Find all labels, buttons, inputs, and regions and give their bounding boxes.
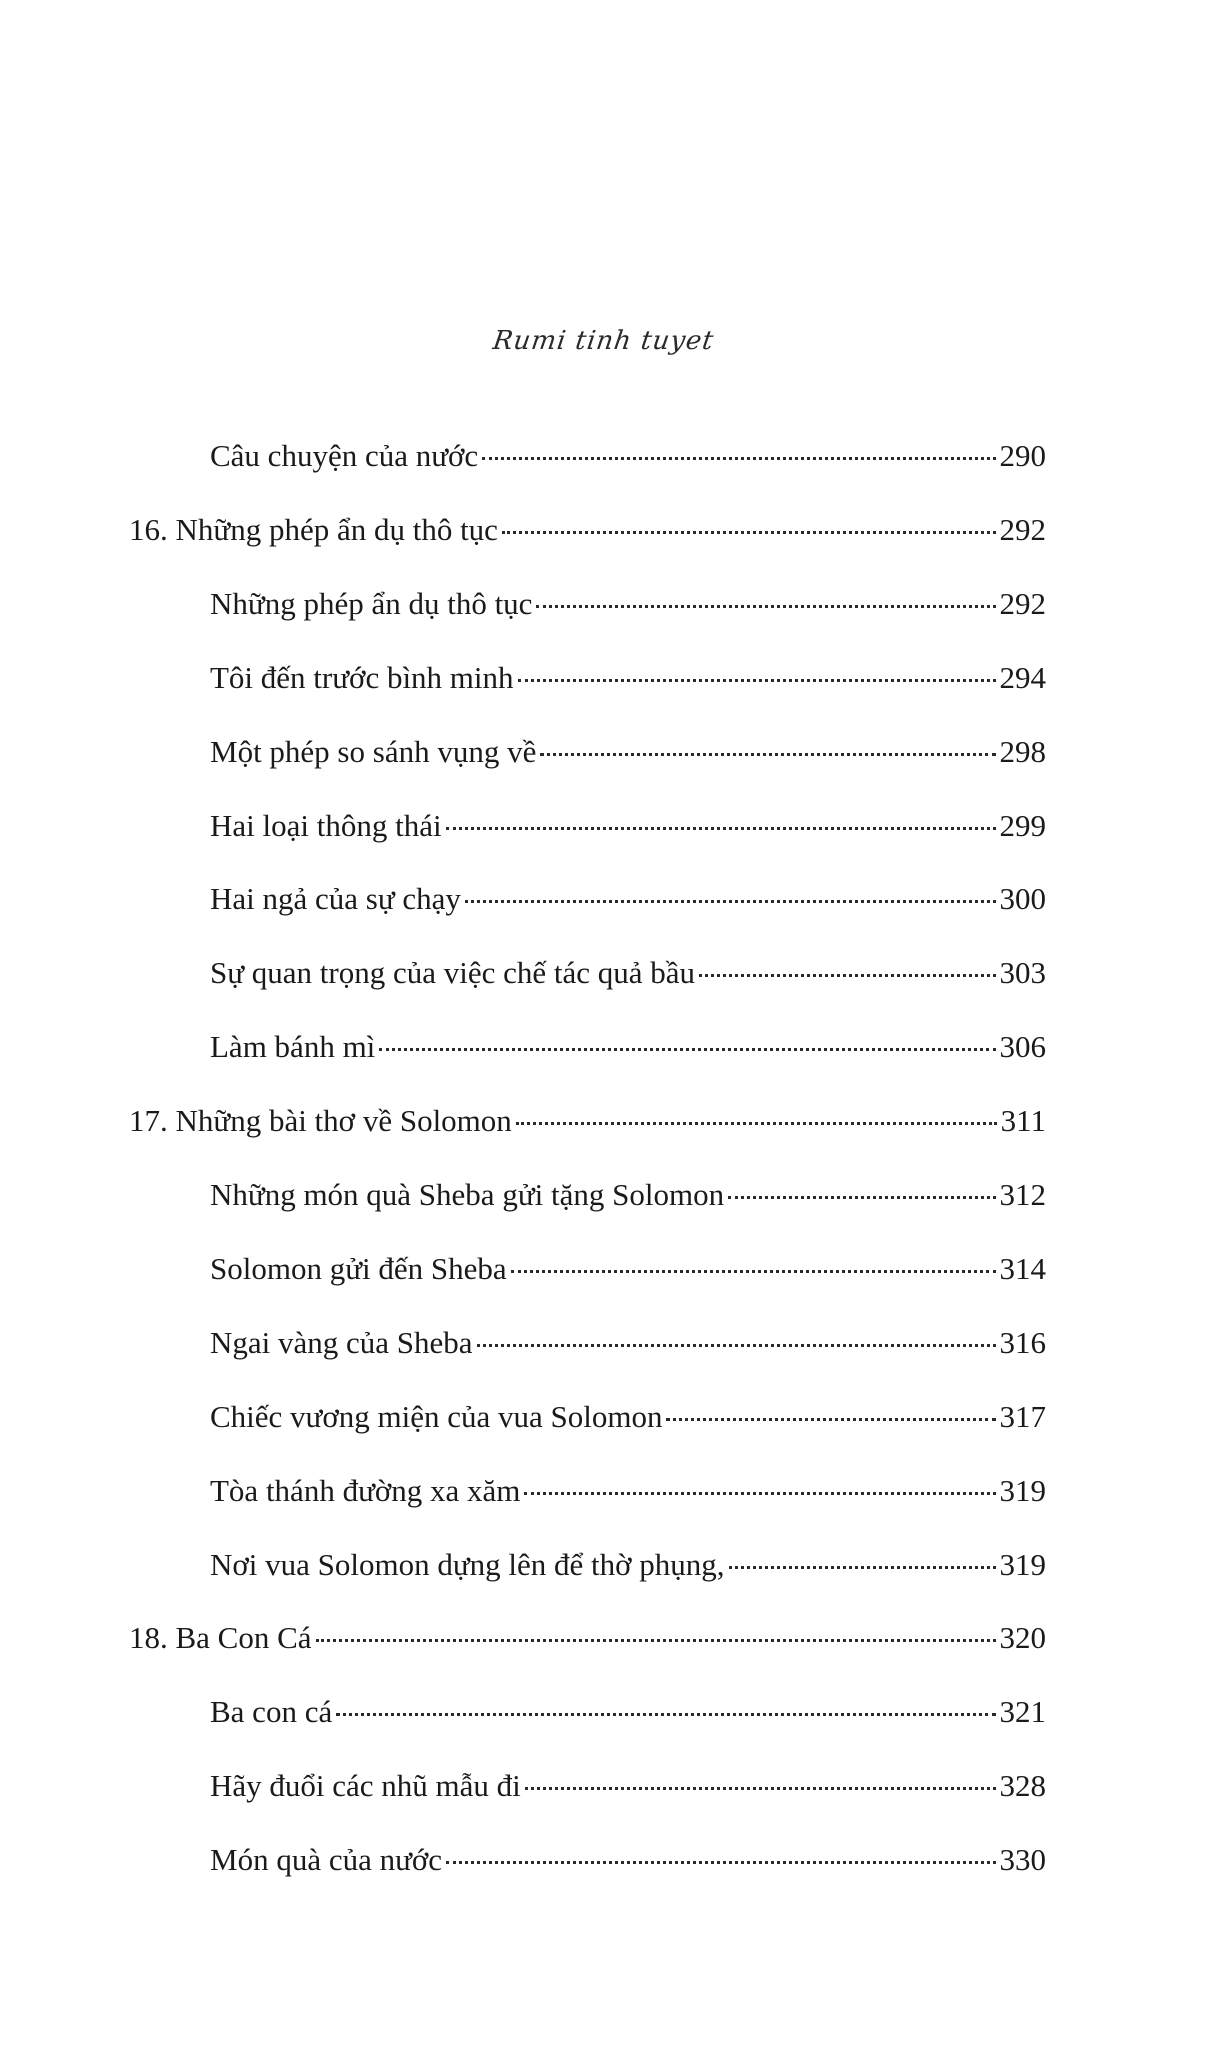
toc-entry-title: Tòa thánh đường xa xăm: [210, 1473, 521, 1508]
toc-page-number: 330: [999, 1842, 1046, 1877]
toc-dot-leader: [518, 679, 996, 682]
toc-entry-title: Làm bánh mì: [210, 1029, 376, 1064]
toc-section-entry: [210, 951, 1046, 995]
toc-page-number: 316: [999, 1325, 1046, 1360]
toc-page-number: 294: [999, 660, 1046, 695]
toc-chapter-entry: [129, 1099, 1046, 1143]
toc-entry-title: Sự quan trọng của việc chế tác quả bầu: [210, 955, 696, 990]
toc-section-entry: [210, 582, 1046, 626]
toc-entry-title: Hãy đuổi các nhũ mẫu đi: [210, 1768, 521, 1803]
toc-entry-title: Ngai vàng của Sheba: [210, 1325, 473, 1360]
toc-page-number: 292: [999, 586, 1046, 621]
toc-section-entry: [210, 1395, 1046, 1439]
toc-entry-title: Một phép so sánh vụng về: [210, 734, 537, 769]
toc-entry-title: Món quà của nước: [210, 1842, 443, 1877]
toc-page-number: 298: [999, 734, 1046, 769]
toc-entry-title: Những món quà Sheba gửi tặng Solomon: [210, 1177, 725, 1212]
toc-dot-leader: [477, 1344, 996, 1347]
toc-dot-leader: [536, 605, 995, 608]
toc-page-number: 314: [999, 1251, 1046, 1286]
toc-entry-title: Nơi vua Solomon dựng lên để thờ phụng,: [210, 1547, 725, 1582]
toc-page-number: 317: [999, 1399, 1046, 1434]
toc-section-entry: [210, 656, 1046, 700]
toc-dot-leader: [482, 457, 995, 460]
toc-dot-leader: [540, 753, 995, 756]
toc-dot-leader: [316, 1639, 996, 1642]
toc-section-entry: [210, 1469, 1046, 1513]
toc-page-number: 303: [999, 955, 1046, 990]
toc-entry-title: Hai loại thông thái: [210, 808, 442, 843]
toc-entry-title: Ba con cá: [210, 1694, 333, 1729]
toc-section-entry: [210, 730, 1046, 774]
toc-entry-title: Hai ngả của sự chạy: [210, 881, 461, 916]
toc-chapter-entry: [129, 1616, 1046, 1660]
toc-section-entry: [210, 1543, 1046, 1587]
toc-section-entry: [210, 1173, 1046, 1217]
toc-dot-leader: [336, 1713, 995, 1716]
toc-entry-title: 16. Những phép ẩn dụ thô tục: [129, 512, 498, 547]
toc-dot-leader: [516, 1122, 997, 1125]
toc-section-entry: [210, 434, 1046, 478]
toc-chapter-entry: [129, 508, 1046, 552]
toc-page-number: 321: [999, 1694, 1046, 1729]
toc-page-number: 300: [999, 881, 1046, 916]
toc-dot-leader: [465, 900, 996, 903]
toc-dot-leader: [525, 1787, 996, 1790]
toc-section-entry: [210, 1838, 1046, 1882]
toc-page-number: 319: [999, 1547, 1046, 1582]
toc-page-number: 311: [1000, 1103, 1046, 1138]
toc-dot-leader: [666, 1418, 995, 1421]
toc-page-number: 299: [999, 808, 1046, 843]
toc-page-number: 328: [999, 1768, 1046, 1803]
toc-dot-leader: [511, 1270, 996, 1273]
toc-dot-leader: [502, 531, 996, 534]
toc-entry-title: Những phép ẩn dụ thô tục: [210, 586, 533, 621]
toc-dot-leader: [446, 1861, 995, 1864]
toc-entry-title: 18. Ba Con Cá: [129, 1620, 312, 1655]
running-header: Rumi tinh tuyet: [490, 326, 716, 356]
toc-section-entry: [210, 1764, 1046, 1808]
toc-section-entry: [210, 804, 1046, 848]
toc-dot-leader: [699, 974, 995, 977]
toc-entry-title: Câu chuyện của nước: [210, 438, 479, 473]
toc-section-entry: [210, 1247, 1046, 1291]
toc-section-entry: [210, 1025, 1046, 1069]
toc-entry-title: Solomon gửi đến Sheba: [210, 1251, 507, 1286]
toc-dot-leader: [524, 1492, 995, 1495]
toc-section-entry: [210, 877, 1046, 921]
toc-section-entry: [210, 1690, 1046, 1734]
toc-dot-leader: [446, 827, 996, 830]
toc-page-number: 306: [999, 1029, 1046, 1064]
toc-entry-title: 17. Những bài thơ về Solomon: [129, 1103, 512, 1138]
toc-page-number: 319: [999, 1473, 1046, 1508]
toc-dot-leader: [379, 1048, 995, 1051]
toc-dot-leader: [729, 1566, 996, 1569]
toc-dot-leader: [728, 1196, 995, 1199]
toc-page-number: 290: [999, 438, 1046, 473]
toc-page-number: 292: [999, 512, 1046, 547]
toc-entry-title: Tôi đến trước bình minh: [210, 660, 514, 695]
toc-page-number: 320: [999, 1620, 1046, 1655]
toc-section-entry: [210, 1321, 1046, 1365]
toc-entry-title: Chiếc vương miện của vua Solomon: [210, 1399, 663, 1434]
toc-page-number: 312: [999, 1177, 1046, 1212]
